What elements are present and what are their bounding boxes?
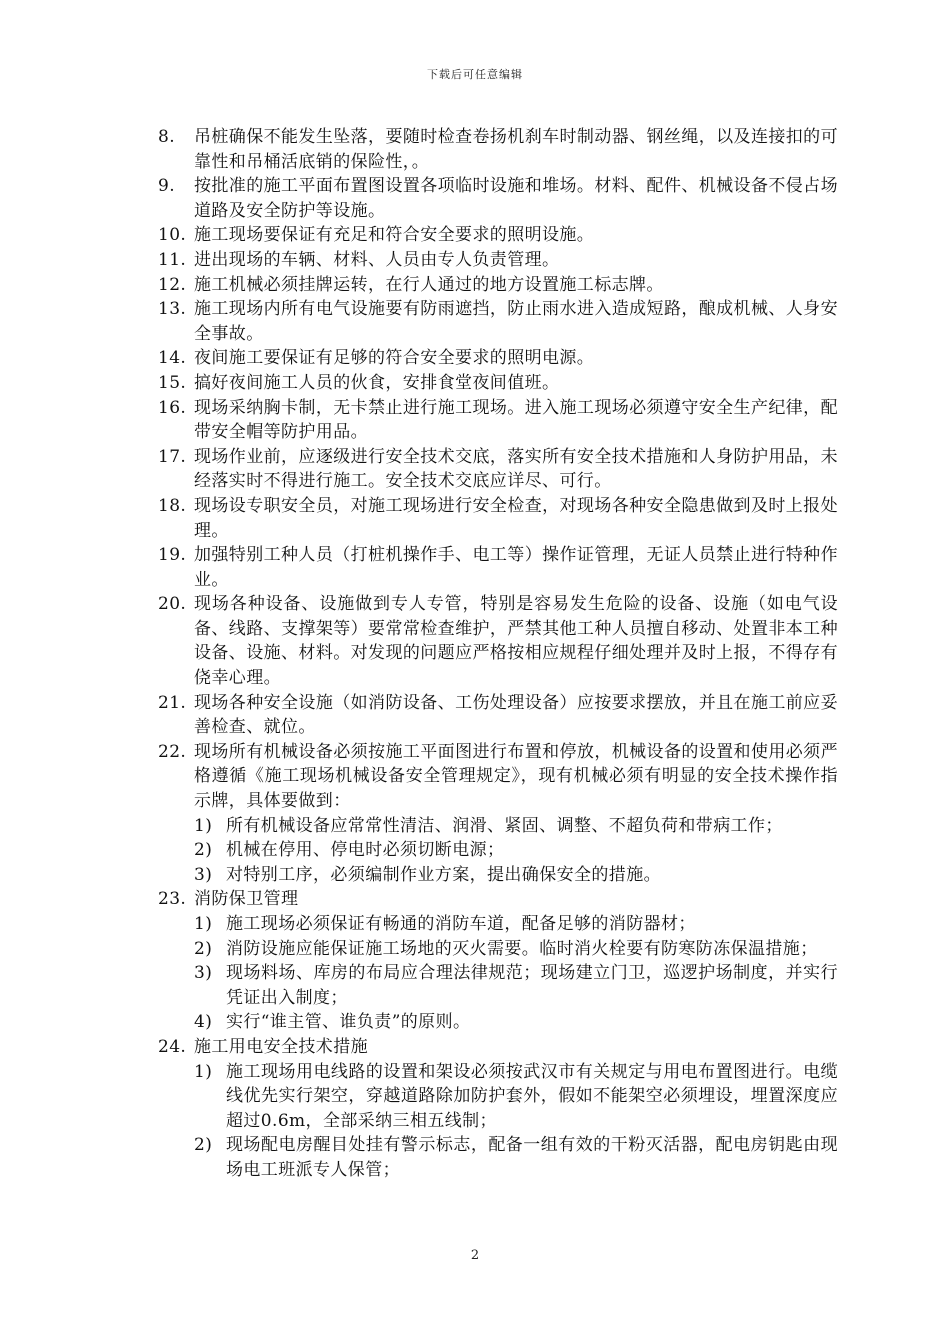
list-item bbox=[158, 297, 838, 346]
page-header: 下载后可任意编辑 bbox=[427, 68, 523, 81]
list-item-number: 9. bbox=[158, 176, 176, 197]
list-item-text: 现场各种设备、设施做到专人专管，特别是容易发生危险的设备、设施（如电气设备、线路、支撑架等）要常常检查维护，严禁其他工种人员擅自移动、处置非本工种设备、设施、材料。对发现的问题应严格按相应规程仔细处理并及时上报，不得存有侥幸心理。 bbox=[194, 594, 838, 689]
list-item bbox=[158, 346, 838, 371]
sub-list-item-text: 现场配电房醒目处挂有警示标志，配备一组有效的干粉灭活器，配电房钥匙由现场电工班派专人保管； bbox=[226, 1135, 838, 1180]
list-item-text: 加强特别工种人员（打桩机操作手、电工等）操作证管理，无证人员禁止进行特种作业。 bbox=[194, 545, 838, 590]
sub-list-item bbox=[194, 912, 838, 937]
list-item-text: 吊桩确保不能发生坠落，要随时检查卷扬机刹车时制动器、钢丝绳，以及连接扣的可靠性和吊桶活底销的保险性，。 bbox=[194, 127, 838, 172]
list-item-text: 消防保卫管理 bbox=[194, 889, 299, 910]
list-item-text: 进出现场的车辆、材料、人员由专人负责管理。 bbox=[194, 249, 560, 270]
list-item-text: 施工机械必须挂牌运转，在行人通过的地方设置施工标志牌。 bbox=[194, 274, 664, 295]
sub-list-item-number: 3) bbox=[194, 864, 213, 885]
sub-list-item-number: 2) bbox=[194, 938, 213, 959]
list-item-text: 施工用电安全技术措施 bbox=[194, 1036, 368, 1057]
sub-list-item-number: 1) bbox=[194, 815, 213, 836]
sub-list-item bbox=[194, 814, 838, 839]
list-item-text: 搞好夜间施工人员的伙食，安排食堂夜间值班。 bbox=[194, 372, 560, 393]
sub-list-item-text: 机械在停用、停电时必须切断电源； bbox=[226, 840, 505, 861]
list-item-number: 10. bbox=[158, 225, 187, 246]
sub-list-item-text: 对特别工序，必须编制作业方案，提出确保安全的措施。 bbox=[226, 864, 661, 885]
list-item bbox=[158, 223, 838, 248]
list-item-number: 24. bbox=[158, 1036, 187, 1057]
list-item-number: 13. bbox=[158, 299, 187, 320]
list-item bbox=[158, 125, 838, 174]
sub-list-item-number: 2) bbox=[194, 1135, 213, 1156]
list-item bbox=[158, 371, 838, 396]
sub-list-item-text: 实行“谁主管、谁负责”的原则。 bbox=[226, 1012, 471, 1033]
list-item-text: 现场作业前，应逐级进行安全技术交底，落实所有安全技术措施和人身防护用品，未经落实时不得进行施工。安全技术交底应详尽、可行。 bbox=[194, 446, 838, 492]
sub-list-item-text: 施工现场用电线路的设置和架设必须按武汉市有关规定与用电布置图进行。电缆线优先实行架空，穿越道路除加防护套外，假如不能架空必须埋设，埋置深度应超过0.6m，全部采纳三相五线制； bbox=[226, 1061, 838, 1131]
list-item-text: 现场各种安全设施（如消防设备、工伤处理设备）应按要求摆放，并且在施工前应妥善检查、就位。 bbox=[194, 692, 838, 738]
list-item-number: 22. bbox=[158, 741, 187, 762]
sub-list-item-number: 2) bbox=[194, 840, 213, 861]
list-item bbox=[158, 887, 838, 912]
sub-list-item bbox=[194, 961, 838, 1010]
list-item-number: 14. bbox=[158, 348, 187, 369]
sub-list-item-number: 1) bbox=[194, 1061, 213, 1082]
list-item bbox=[158, 1035, 838, 1060]
list-item-text: 按批准的施工平面布置图设置各项临时设施和堆场。材料、配件、机械设备不侵占场道路及安全防护等设施。 bbox=[194, 176, 838, 221]
sub-list-item-text: 消防设施应能保证施工场地的灭火需要。临时消火栓要有防寒防冻保温措施； bbox=[226, 938, 818, 959]
list-item-number: 12. bbox=[158, 274, 187, 295]
list-item-number: 15. bbox=[158, 372, 187, 393]
list-item bbox=[158, 445, 838, 494]
list-item-text: 现场所有机械设备必须按施工平面图进行布置和停放，机械设备的设置和使用必须严格遵循《施工现场机械设备安全管理规定》，现有机械必须有明显的安全技术操作指示牌，具体要做到： bbox=[194, 741, 838, 812]
list-item bbox=[158, 174, 838, 223]
list-item-text: 现场设专职安全员，对施工现场进行安全检查，对现场各种安全隐患做到及时上报处理。 bbox=[194, 495, 838, 541]
list-item-number: 18. bbox=[158, 495, 187, 516]
document-body bbox=[158, 125, 838, 1183]
sub-list-item-number: 4) bbox=[194, 1012, 213, 1033]
list-item-number: 20. bbox=[158, 594, 187, 615]
sub-list-item bbox=[194, 937, 838, 962]
list-item-text: 夜间施工要保证有足够的符合安全要求的照明电源。 bbox=[194, 348, 595, 369]
list-item bbox=[158, 248, 838, 273]
list-item bbox=[158, 494, 838, 543]
list-item-number: 17. bbox=[158, 446, 187, 467]
list-item bbox=[158, 691, 838, 740]
list-item-text: 施工现场内所有电气设施要有防雨遮挡，防止雨水进入造成短路，酿成机械、人身安全事故。 bbox=[194, 299, 838, 344]
sub-list-item bbox=[194, 1010, 838, 1035]
list-item-number: 8. bbox=[158, 127, 176, 147]
list-item-number: 16. bbox=[158, 397, 187, 418]
list-item-number: 19. bbox=[158, 545, 187, 566]
list-item bbox=[158, 592, 838, 690]
list-item bbox=[158, 543, 838, 592]
list-item bbox=[158, 396, 838, 445]
sub-list-item bbox=[194, 838, 838, 863]
list-item-number: 23. bbox=[158, 889, 187, 910]
sub-list-item-text: 现场料场、库房的布局应合理法律规范；现场建立门卫，巡逻护场制度，并实行凭证出入制度； bbox=[226, 963, 838, 1008]
list-item bbox=[158, 740, 838, 814]
list-item-text: 现场采纳胸卡制，无卡禁止进行施工现场。进入施工现场必须遵守安全生产纪律，配带安全帽等防护用品。 bbox=[194, 397, 838, 443]
list-item-number: 21. bbox=[158, 692, 187, 713]
list-item bbox=[158, 273, 838, 298]
sub-list-item bbox=[194, 1060, 838, 1134]
list-item-number: 11. bbox=[158, 249, 187, 270]
page-number: 2 bbox=[470, 1248, 480, 1263]
sub-list-item-text: 所有机械设备应常常性清洁、润滑、紧固、调整、不超负荷和带病工作； bbox=[226, 815, 783, 836]
sub-list-item bbox=[194, 863, 838, 888]
sub-list-item-number: 1) bbox=[194, 914, 213, 934]
sub-list-item-text: 施工现场必须保证有畅通的消防车道，配备足够的消防器材； bbox=[226, 914, 696, 934]
sub-list-item bbox=[194, 1133, 838, 1182]
list-item-text: 施工现场要保证有充足和符合安全要求的照明设施。 bbox=[194, 225, 595, 246]
sub-list-item-number: 3) bbox=[194, 963, 213, 984]
